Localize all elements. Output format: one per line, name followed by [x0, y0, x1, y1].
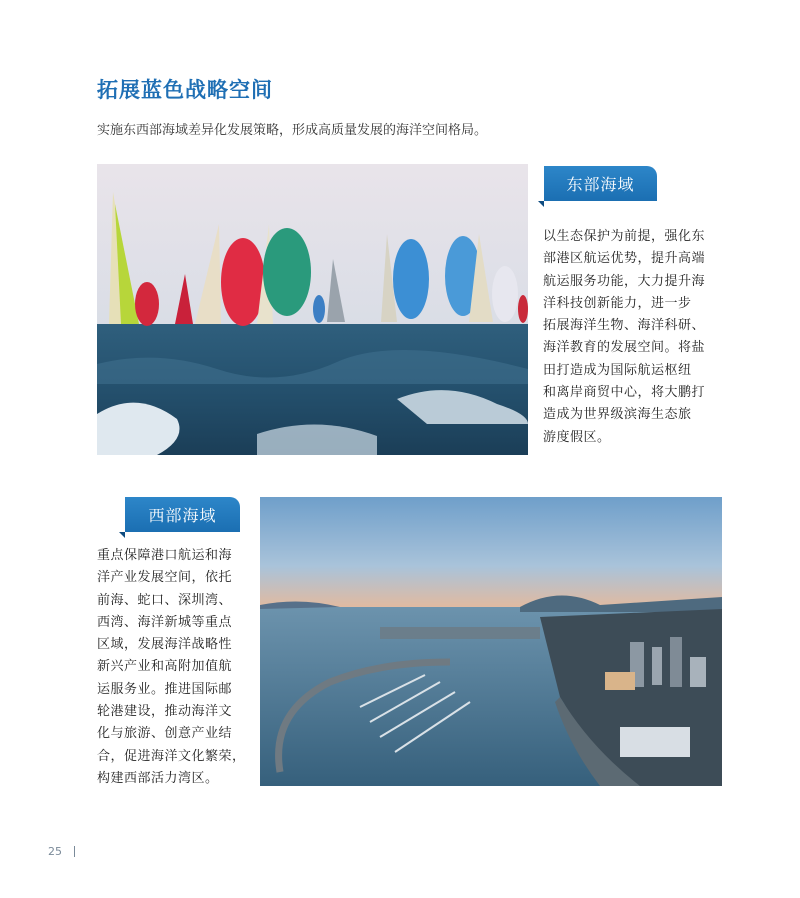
page-title: 拓展蓝色战略空间 [97, 78, 273, 102]
sailing-regatta-photo [97, 164, 528, 455]
west-description: 重点保障港口航运和海 洋产业发展空间，依托 前海、蛇口、深圳湾、 西湾、海洋新城等重点 区域，发展海洋战略性 新兴产业和高附加值航 运服务业。推进国际邮 轮港建设，推动海洋文 化与旅游、创意产业结 合，促进海洋文化繁荣， 构建西部活力湾区。 [97, 548, 246, 786]
tab-east-sea [544, 166, 657, 201]
tab-west-label: 西部海域 [148, 506, 217, 525]
east-description: 以生态保护为前提，强化东 部港区航运优势，提升高端 航运服务功能，大力提升海 洋科技创新能力，进一步 拓展海洋生物、海洋科研、 海洋教育的发展空间。将盐 田打造成为国际航运枢纽 和离岸商贸中心，将大鹏打 造成为世界级滨海生态旅 游度假区。 [543, 229, 706, 445]
bay-aerial-photo [260, 497, 722, 786]
intro-text: 实施东西部海域差异化发展策略，形成高质量发展的海洋空间格局。 [97, 123, 488, 138]
tab-east-label: 东部海域 [566, 175, 635, 194]
page-number: 25 [48, 845, 62, 858]
footer-divider [74, 846, 75, 857]
tab-west-sea [125, 497, 240, 532]
page-footer [48, 845, 75, 858]
